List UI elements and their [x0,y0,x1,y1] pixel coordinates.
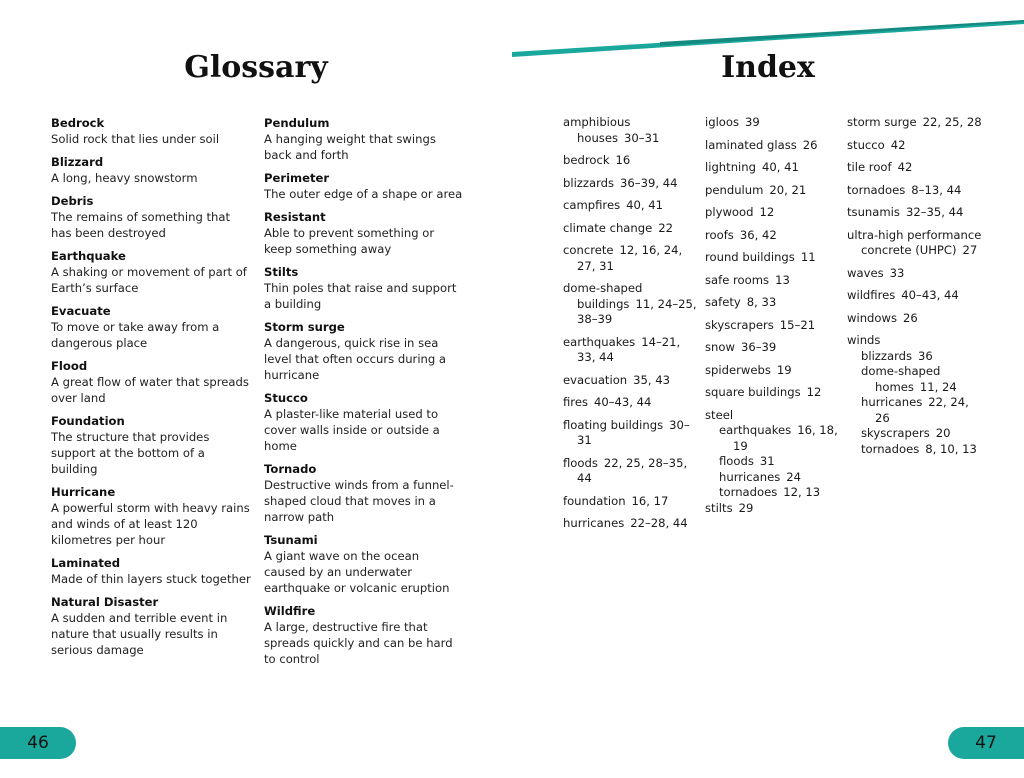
glossary-definition: Made of thin layers stuck together [51,572,251,586]
index-term: storm surge [847,115,917,129]
glossary-entry [264,603,464,667]
index-page-numbers: 40, 41 [761,160,799,174]
index-entry [705,470,840,486]
index-term: hurricanes [563,516,625,530]
index-term: foundation [563,493,626,508]
index-term: snow [705,340,735,354]
index-term: earthquakes [563,334,636,349]
index-entry [563,418,698,449]
index-entry [563,243,698,274]
index-term: fires [563,395,588,409]
index-entry [563,115,698,146]
index-entry [705,228,840,244]
index-page-numbers: 27 [962,243,978,257]
index-entry [847,426,987,442]
index-entry [847,205,987,221]
index-entry [847,266,987,282]
index-entry [847,364,987,395]
glossary-term: Evacuate [51,304,111,318]
index-column-2 [705,115,840,523]
glossary-term: Resistant [264,210,326,224]
glossary-term: Earthquake [51,249,126,263]
index-term: igloos [705,115,740,129]
index-term: blizzards [861,348,913,363]
index-entry [563,335,698,366]
glossary-definition: The outer edge of a shape or area [264,187,463,201]
index-entry [847,349,987,365]
index-page-numbers: 12, 16, 24, 27, 31 [577,243,683,273]
index-entry [847,228,987,259]
index-page-numbers: 22, 25, 28–35, 44 [577,455,688,485]
glossary-term: Wildfire [264,604,316,618]
index-page-numbers: 40–43, 44 [901,288,959,302]
index-term: lightning [705,160,756,174]
index-term: floating buildings [563,417,664,432]
index-term: round buildings [705,250,795,264]
index-term: floods [719,454,754,468]
index-term: skyscrapers [705,317,774,332]
index-page-numbers: 11, 24 [919,379,957,394]
index-page-numbers: 36, 42 [739,227,777,242]
index-entry [705,160,840,176]
index-term: skyscrapers [861,426,930,440]
glossary-entry [264,264,464,312]
index-entry-heading: steel [705,407,734,422]
glossary-entry [264,115,464,163]
index-term: square buildings [705,385,801,399]
index-term: stilts [705,500,733,515]
glossary-entry [264,319,464,383]
index-term: dome-shaped homes [861,364,941,394]
index-entry [563,516,698,532]
index-page-numbers: 30–31 [577,417,690,447]
index-term: dome-shaped buildings [563,281,643,311]
index-term: ultra-high performance concrete (UHPC) [847,227,982,257]
glossary-term: Blizzard [51,155,104,169]
index-entry [847,115,987,131]
index-column-1 [563,115,698,539]
index-term: bedrock [563,153,610,167]
index-page-numbers: 31 [759,454,775,468]
index-page-numbers: 26 [802,137,818,152]
glossary-definition: A dangerous, quick rise in sea level that often occurs during a hurricane [264,336,447,382]
index-entry [705,485,840,501]
glossary-entry [51,358,251,406]
index-entry [847,311,987,327]
glossary-definition: A long, heavy snowstorm [51,171,198,185]
glossary-entry [51,193,251,241]
index-page-numbers: 13 [775,272,790,287]
index-entry [705,363,840,379]
glossary-term: Foundation [51,414,125,428]
index-page-numbers: 36 [918,348,933,363]
index-term: hurricanes [861,395,923,409]
index-entry [705,115,840,131]
index-page-numbers: 8, 10, 13 [925,441,977,456]
glossary-definition: A hanging weight that swings back and forth [264,132,436,162]
index-entry [705,501,840,517]
index-entry [705,205,840,221]
index-entry [847,442,987,458]
glossary-definition: A great flow of water that spreads over land [51,375,249,405]
index-page-numbers: 20 [935,426,951,440]
glossary-definition: Thin poles that raise and support a building [264,281,457,311]
index-page-numbers: 35, 43 [633,372,671,387]
index-term: amphibious houses [563,115,631,145]
index-entry [705,295,840,311]
glossary-term: Hurricane [51,485,116,499]
glossary-term: Storm surge [264,320,345,334]
index-entry [705,385,840,401]
glossary-entry [51,413,251,477]
glossary-definition: A giant wave on the ocean caused by an underwater earthquake or volcanic eruption [264,549,450,595]
index-page-numbers: 39 [745,115,760,129]
index-page-numbers: 8–13, 44 [911,182,962,197]
glossary-term: Tornado [264,462,317,476]
index-term: earthquakes [719,423,792,437]
glossary-entry [51,154,251,186]
glossary-entry [51,555,251,587]
glossary-entry [264,170,464,202]
glossary-definition: To move or take away from a dangerous place [51,320,220,350]
index-entry [563,281,698,328]
glossary-definition: A large, destructive fire that spreads quickly and can be hard to control [264,620,453,666]
glossary-term: Debris [51,194,94,208]
index-entry [563,176,698,192]
index-page-numbers: 42 [890,137,906,152]
glossary-term: Pendulum [264,116,330,130]
glossary-term: Stilts [264,265,299,279]
index-page-numbers: 26 [903,310,918,325]
index-entry [563,494,698,510]
index-entry [563,198,698,214]
glossary-column-2 [264,115,464,674]
index-term: floods [563,455,598,470]
index-term: waves [847,265,884,280]
index-page-numbers: 12 [759,205,775,219]
index-page-numbers: 16, 17 [631,493,669,508]
glossary-definition: A powerful storm with heavy rains and winds of at least 120 kilometres per hour [51,501,250,547]
index-entry [563,373,698,389]
glossary-definition: The structure that provides support at the bottom of a building [51,430,210,476]
index-term: hurricanes [719,469,781,484]
index-entry [847,288,987,304]
index-term: concrete [563,243,614,257]
glossary-entry [264,532,464,596]
index-entry [847,183,987,199]
index-entry [705,340,840,356]
index-term: laminated glass [705,137,797,152]
index-entry [563,456,698,487]
index-term: tsunamis [847,205,900,219]
glossary-term: Stucco [264,391,308,405]
index-term: evacuation [563,372,628,387]
index-term: blizzards [563,175,615,190]
index-page-numbers: 11 [800,250,816,264]
index-entry [705,423,840,454]
glossary-term: Bedrock [51,116,105,130]
glossary-term: Laminated [51,556,121,570]
index-page-numbers: 24 [786,469,802,484]
index-page-numbers: 12, 13 [783,485,821,499]
index-term: climate change [563,220,653,235]
index-page-numbers: 36–39, 44 [620,175,678,190]
glossary-entry [264,461,464,525]
index-page-numbers: 29 [738,500,754,515]
index-entry [705,138,840,154]
index-entry-heading: winds [847,333,881,347]
index-term: tornadoes [719,485,778,499]
index-page-numbers: 20, 21 [769,182,807,197]
index-term: tornadoes [861,441,920,456]
glossary-definition: A shaking or movement of part of Earth’s surface [51,265,247,295]
index-entry [847,395,987,426]
index-term: safe rooms [705,272,770,287]
page-number-left: 46 [0,727,76,759]
index-entry [847,138,987,154]
index-term: campfires [563,198,621,212]
glossary-term: Perimeter [264,171,330,185]
index-page-numbers: 16, 18, 19 [733,423,838,453]
glossary-entry [51,248,251,296]
index-page-numbers: 42 [897,160,913,174]
glossary-term: Natural Disaster [51,595,159,609]
index-page-numbers: 22, 24, 26 [875,395,969,425]
index-page-numbers: 36–39 [740,340,777,354]
index-term: tornadoes [847,182,906,197]
index-page-numbers: 15–21 [779,317,816,332]
index-entry [563,221,698,237]
index-entry [705,318,840,334]
glossary-entry [51,594,251,658]
glossary-definition: Able to prevent something or keep something away [264,226,435,256]
index-entry [705,273,840,289]
index-page-numbers: 32–35, 44 [905,205,964,219]
index-heading: Index [721,50,815,85]
glossary-definition: A plaster-like material used to cover walls inside or outside a home [264,407,440,453]
index-entry [705,250,840,266]
index-term: wildfires [847,288,896,302]
glossary-term: Flood [51,359,88,373]
index-term: spiderwebs [705,362,771,377]
index-page-numbers: 14–21, 33, 44 [577,334,681,364]
index-page-numbers: 12 [806,385,822,399]
index-term: tile roof [847,160,892,174]
index-term: windows [847,310,898,325]
glossary-entry [51,303,251,351]
index-term: plywood [705,205,754,219]
index-entry [847,160,987,176]
index-entry [705,454,840,470]
index-page-numbers: 33 [889,265,905,280]
glossary-term: Tsunami [264,533,318,547]
index-page-numbers: 22, 25, 28 [922,115,982,129]
glossary-column-1 [51,115,251,665]
index-page-numbers: 40–43, 44 [594,395,652,409]
index-entry [705,183,840,199]
index-term: safety [705,295,741,309]
glossary-definition: A sudden and terrible event in nature that usually results in serious damage [51,611,228,657]
index-entry [563,395,698,411]
index-page-numbers: 8, 33 [746,295,777,309]
glossary-definition: Destructive winds from a funnel-shaped cloud that moves in a narrow path [264,478,454,524]
glossary-definition: Solid rock that lies under soil [51,132,220,146]
index-term: pendulum [705,182,764,197]
glossary-entry [264,209,464,257]
index-page-numbers: 22–28, 44 [630,516,688,530]
index-page-numbers: 22 [658,220,674,235]
index-page-numbers: 30–31 [624,130,660,145]
index-column-3 [847,115,987,457]
glossary-entry [264,390,464,454]
index-page-numbers: 11, 24–25, 38–39 [577,296,697,326]
glossary-entry [51,115,251,147]
glossary-entry [51,484,251,548]
index-entry [563,153,698,169]
page-number-right: 47 [948,727,1024,759]
glossary-definition: The remains of something that has been destroyed [51,210,231,240]
index-page-numbers: 19 [776,362,792,377]
index-page-numbers: 40, 41 [626,198,664,212]
index-term: stucco [847,137,885,152]
index-term: roofs [705,227,734,242]
index-page-numbers: 16 [615,153,631,167]
glossary-heading: Glossary [184,50,328,85]
